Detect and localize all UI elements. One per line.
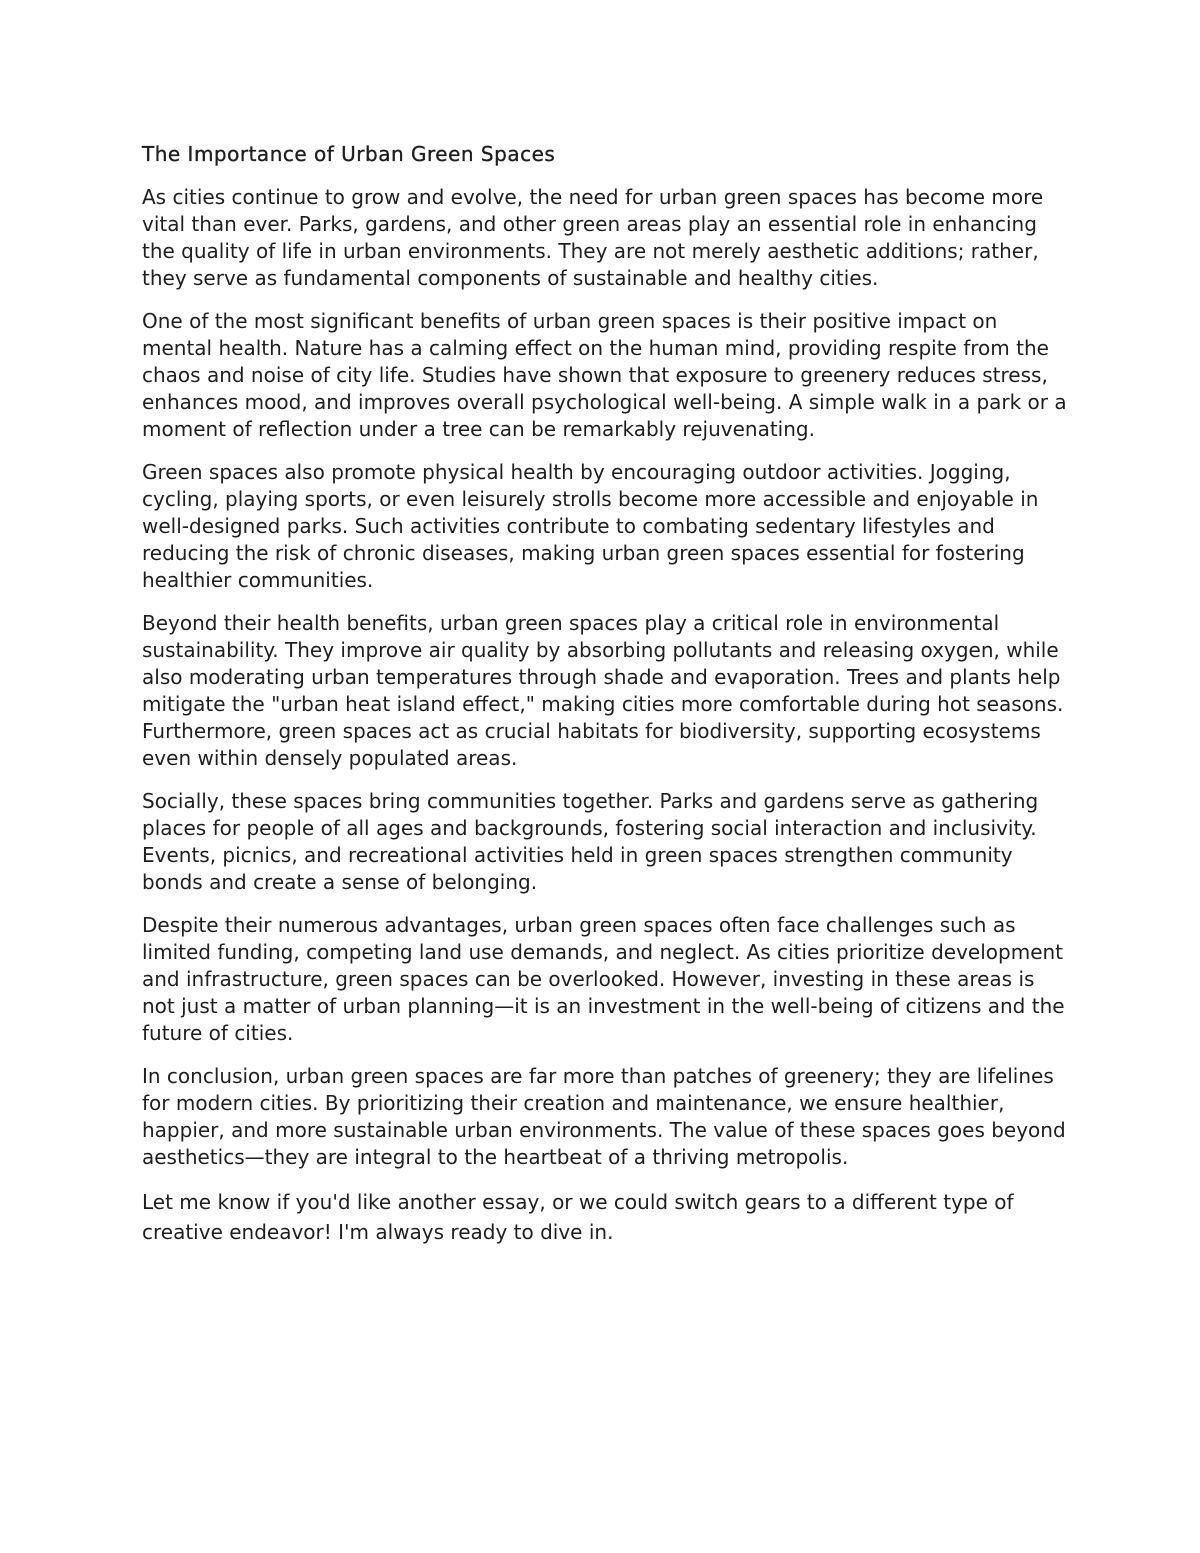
paragraph-closing-note: Let me know if you'd like another essay, or we could switch gears to a different type of creative endeavor! I'm always ready to dive in.	[142, 1190, 1014, 1244]
paragraph-challenges: Despite their numerous advantages, urban green spaces often face challenges such as limited funding, competing land use demands, and neglect. As cities prioritize development and infrastructure, green spaces can be overlooked. However, investing in these areas is not just a matter of urban planning—it is an investment in the well-being of citizens and the future of cities.	[142, 913, 1065, 1045]
paragraph-physical-health: Green spaces also promote physical health by encouraging outdoor activities. Jogging, cycling, playing sports, or even leisurely strolls become more accessible and enjoyable in well-designed parks. Such activities contribute to combating sedentary lifestyles and reducing the risk of chronic diseases, making urban green spaces essential for fostering healthier communities.	[142, 460, 1039, 592]
paragraph-conclusion: In conclusion, urban green spaces are far more than patches of greenery; they are lifelines for modern cities. By prioritizing their creation and maintenance, we ensure healthier, happier, and more sustainable urban environments. The value of these spaces goes beyond aesthetics—they are integral to the heartbeat of a thriving metropolis.	[142, 1064, 1066, 1169]
paragraph-social: Socially, these spaces bring communities together. Parks and gardens serve as gathering places for people of all ages and backgrounds, fostering social interaction and inclusivity. Events, picnics, and recreational activities held in green spaces strengthen community bonds and create a sense of belonging.	[142, 789, 1039, 894]
paragraph-environment: Beyond their health benefits, urban green spaces play a critical role in environmental sustainability. They improve air quality by absorbing pollutants and releasing oxygen, while also moderating urban temperatures through shade and evaporation. Trees and plants help mitigate the "urban heat island effect," making cities more comfortable during hot seasons. Furthermore, green spaces act as crucial habitats for biodiversity, supporting ecosystems even within densely populated areas.	[142, 611, 1064, 770]
paragraph-intro: As cities continue to grow and evolve, the need for urban green spaces has become more vital than ever. Parks, gardens, and other green areas play an essential role in enhancing the quality of life in urban environments. They are not merely aesthetic additions; rather, they serve as fundamental components of sustainable and healthy cities.	[142, 185, 1044, 290]
paragraph-mental-health: One of the most significant benefits of urban green spaces is their positive impact on mental health. Nature has a calming effect on the human mind, providing respite from the chaos and noise of city life. Studies have shown that exposure to greenery reduces stress, enhances mood, and improves overall psychological well-being. A simple walk in a park or a moment of reflection under a tree can be remarkably rejuvenating.	[142, 309, 1067, 441]
document-page	[142, 140, 1072, 1263]
document-title: The Importance of Urban Green Spaces	[142, 142, 556, 166]
